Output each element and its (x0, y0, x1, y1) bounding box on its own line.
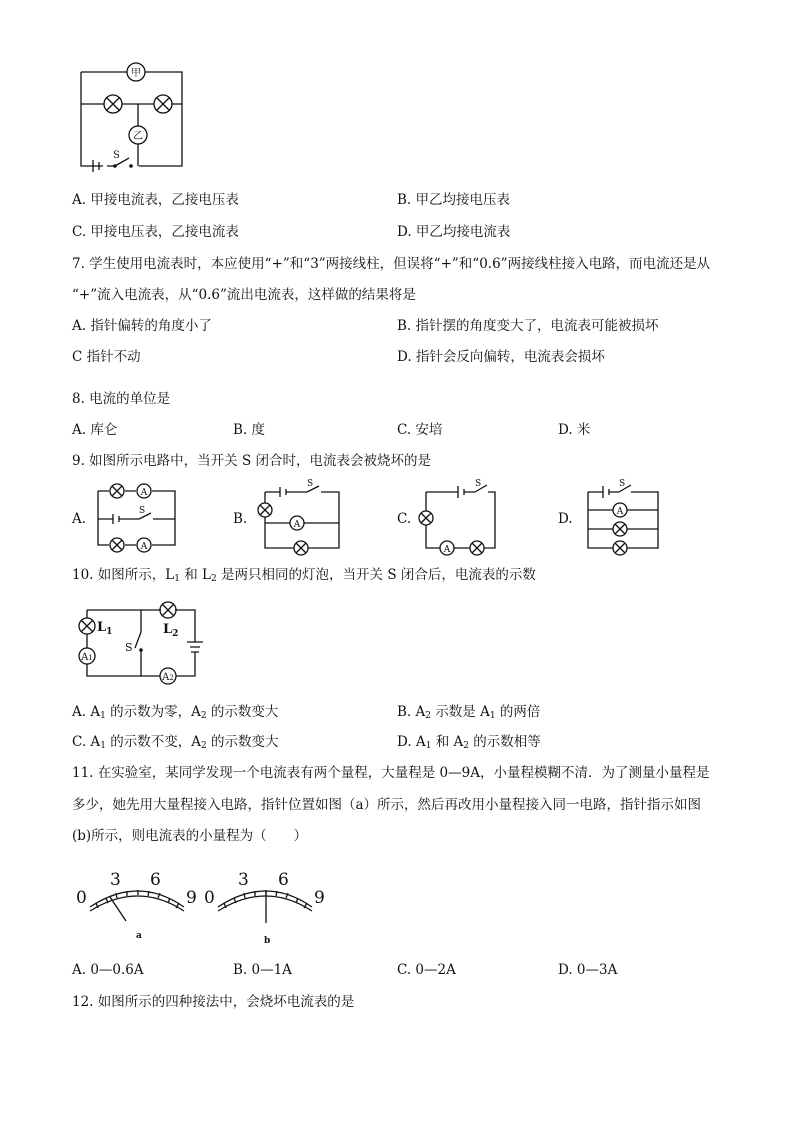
q10-a1-label: A1 (81, 652, 93, 663)
q9-circuit-d[interactable] (583, 480, 668, 555)
q6-meter-jia-label: 甲 (131, 68, 141, 79)
q11b-tick-9: 9 (314, 888, 325, 908)
q11b-caption: b (264, 936, 271, 946)
q11-option-b[interactable]: B. 0—1A (233, 962, 292, 978)
q11a-caption: a (136, 931, 142, 941)
q10-option-c[interactable]: C. $A_1$ 的示数不变，$A_2$ 的示数变大 (72, 734, 279, 751)
q6-switch-label: S (113, 150, 120, 161)
q10-circuit-figure (75, 600, 205, 695)
q10-l1-label: $L_1$ (97, 620, 113, 637)
q8-option-d[interactable]: D. 米 (558, 422, 591, 438)
q7-stem-line2: “+”流入电流表，从“0.6”流出电流表，这样做的结果将是 (72, 287, 416, 303)
q8-option-b[interactable]: B. 度 (233, 422, 266, 438)
q6-option-d[interactable]: D. 甲乙均接电流表 (397, 224, 511, 240)
q10-a2-label: A2 (162, 672, 174, 683)
q9a-ammeter-top-label: A (140, 488, 148, 498)
q7-option-c[interactable]: C 指针不动 (72, 349, 141, 365)
q11-stem-line1: 11. 在实验室，某同学发现一个电流表有两个量程，大量程是 0—9A，小量程模糊不清．为了测量小量程是 (72, 765, 710, 781)
q10-l2-label: $L_2$ (163, 622, 179, 639)
q6-option-b[interactable]: B. 甲乙均接电压表 (397, 192, 511, 208)
q11b-tick-0: 0 (204, 888, 215, 908)
q8-option-c[interactable]: C. 安培 (397, 422, 443, 438)
q8-stem: 8. 电流的单位是 (72, 391, 171, 407)
q6-meter-yi-label: 乙 (133, 131, 143, 142)
q10-stem: 10. 如图所示，$L_1$ 和 $L_2$ 是两只相同的灯泡，当开关 S 闭合后，电流表的示数 (72, 567, 536, 584)
q9-option-a-label[interactable]: A. (72, 511, 87, 527)
q9a-switch-label: S (139, 506, 146, 516)
q11-option-d[interactable]: D. 0—3A (558, 962, 618, 978)
q9-circuit-c[interactable] (418, 480, 503, 555)
q11b-tick-6: 6 (278, 870, 289, 890)
q10-option-b[interactable]: B. $A_2$ 示数是 $A_1$ 的两倍 (397, 704, 541, 721)
q11-dial-a (72, 865, 202, 945)
q9-circuit-b[interactable] (255, 480, 345, 555)
q11-option-a[interactable]: A. 0—0.6A (72, 962, 144, 978)
q9c-ammeter-label: A (443, 545, 451, 555)
q9b-ammeter-label: A (293, 520, 301, 530)
q9d-ammeter-label: A (616, 507, 624, 517)
q11-stem-line2: 多少，她先用大量程接入电路，指针位置如图（a）所示，然后再改用小量程接入同一电路，指针指示如图 (72, 797, 702, 813)
q11b-tick-3: 3 (238, 870, 249, 890)
q10-option-a[interactable]: A. $A_1$ 的示数为零，$A_2$ 的示数变大 (72, 704, 279, 721)
q9-option-b-label[interactable]: B. (233, 511, 248, 527)
q11-dial-b (200, 865, 330, 945)
q6-option-c[interactable]: C. 甲接电压表，乙接电流表 (72, 224, 239, 240)
q11-stem-line3: (b)所示，则电流表的小量程为（ ） (72, 828, 308, 844)
q7-option-d[interactable]: D. 指针会反向偏转，电流表会损坏 (397, 349, 605, 365)
q11a-tick-3: 3 (110, 870, 121, 890)
q9d-switch-label: S (619, 479, 626, 489)
q12-stem: 12. 如图所示的四种接法中，会烧坏电流表的是 (72, 994, 355, 1010)
q8-option-a[interactable]: A. 库仑 (72, 422, 118, 438)
q10-switch-label: S (125, 641, 133, 654)
q9a-ammeter-bottom-label: A (140, 542, 148, 552)
q9-option-c-label[interactable]: C. (397, 511, 412, 527)
q6-circuit-figure (75, 60, 190, 175)
q9-stem: 9. 如图所示电路中，当开关 S 闭合时，电流表会被烧坏的是 (72, 453, 432, 469)
q7-option-b[interactable]: B. 指针摆的角度变大了，电流表可能被损坏 (397, 318, 659, 334)
q6-option-a[interactable]: A. 甲接电流表，乙接电压表 (72, 192, 239, 208)
q10-option-d[interactable]: D. $A_1$ 和 $A_2$ 的示数相等 (397, 734, 541, 751)
q11a-tick-9: 9 (186, 888, 197, 908)
q11a-tick-0: 0 (76, 888, 87, 908)
q11a-tick-6: 6 (150, 870, 161, 890)
q7-option-a[interactable]: A. 指针偏转的角度小了 (72, 318, 212, 334)
q9-circuit-a[interactable] (95, 483, 180, 553)
q7-stem-line1: 7. 学生使用电流表时，本应使用“+”和“3”两接线柱，但误将“+”和“0.6”两接线柱接入电路，而电流还是从 (72, 256, 711, 272)
q11-option-c[interactable]: C. 0—2A (397, 962, 456, 978)
q9b-switch-label: S (307, 479, 314, 489)
q9-option-d-label[interactable]: D. (558, 511, 573, 527)
q9c-switch-label: S (475, 479, 482, 489)
